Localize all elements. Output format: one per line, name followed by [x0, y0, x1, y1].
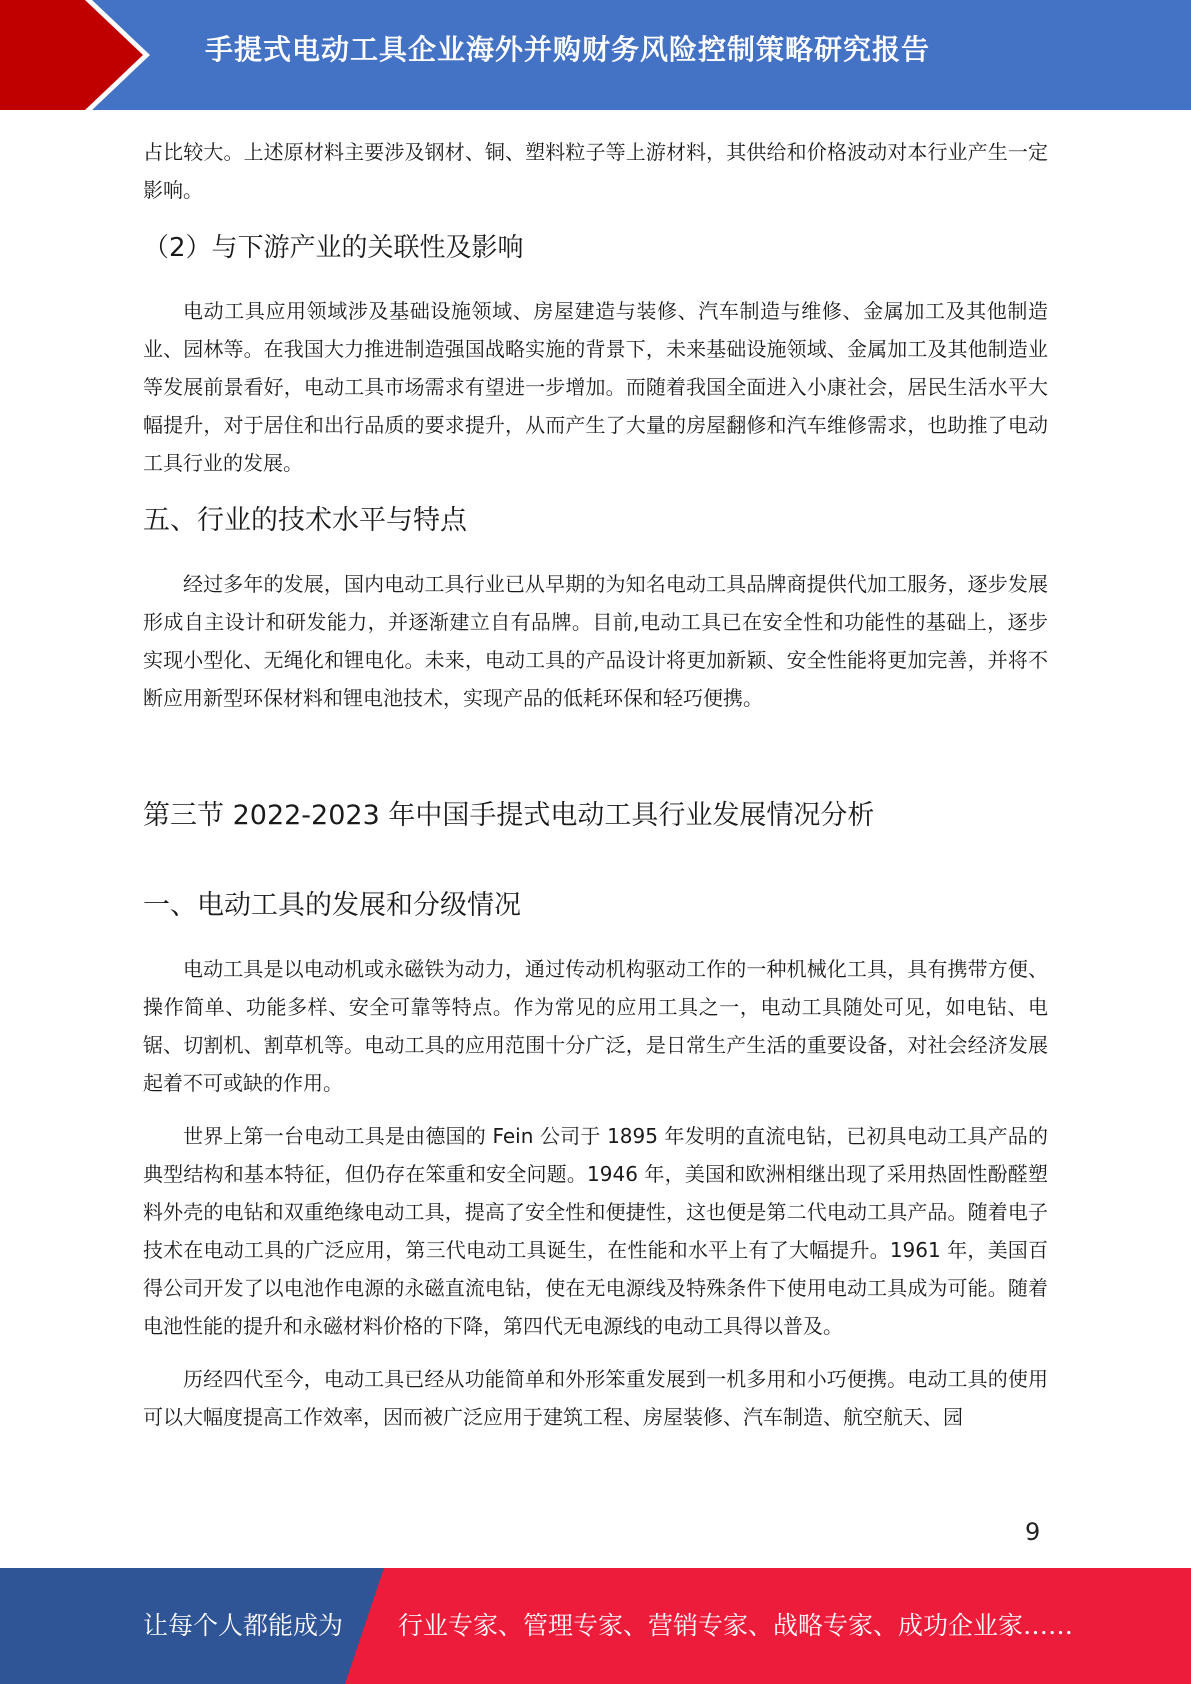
paragraph-development-1: 电动工具是以电动机或永磁铁为动力，通过传动机构驱动工作的一种机械化工具，具有携带方便、操作简单、功能多样、安全可靠等特点。作为常见的应用工具之一，电动工具随处可见，如电钻、电锯、切割机、割草机等。电动工具的应用范围十分广泛，是日常生产生活的重要设备，对社会经济发展起着不可或缺的作用。: [143, 957, 1048, 1095]
paragraph-tech-level: 经过多年的发展，国内电动工具行业已从早期的为知名电动工具品牌商提供代加工服务，逐步发展形成自主设计和研发能力，并逐渐建立自有品牌。目前,电动工具已在安全性和功能性的基础上，逐步实现小型化、无绳化和锂电化。未来，电动工具的产品设计将更加新颖、安全性能将更加完善，并将不断应用新型环保材料和锂电池技术，实现产品的低耗环保和轻巧便携。: [143, 572, 1048, 710]
paragraph-development-2: 世界上第一台电动工具是由德国的 Fein 公司于 1895 年发明的直流电钻，已初具电动工具产品的典型结构和基本特征，但仍存在笨重和安全问题。1946 年，美国和欧洲相继出现了采用热固性酚醛塑料外壳的电钻和双重绝缘电动工具，提高了安全性和便捷性，这也便是第二代电动工具产品。随着电子技术在电动工具的广泛应用，第三代电动工具诞生，在性能和水平上有了大幅提升。1961 年，美国百得公司开发了以电池作电源的永磁直流电钻，使在无电源线及特殊条件下使用电动工具成为可能。随着电池性能的提升和永磁材料价格的下降，第四代无电源线的电动工具得以普及。: [143, 1124, 1048, 1338]
heading-development: 一、电动工具的发展和分级情况: [143, 890, 521, 921]
heading-tech-level: 五、行业的技术水平与特点: [143, 505, 467, 536]
paragraph-downstream: 电动工具应用领域涉及基础设施领域、房屋建造与装修、汽车制造与维修、金属加工及其他制造业、园林等。在我国大力推进制造强国战略实施的背景下，未来基础设施领域、金属加工及其他制造业等发展前景看好，电动工具市场需求有望进一步增加。而随着我国全面进入小康社会，居民生活水平大幅提升，对于居住和出行品质的要求提升，从而产生了大量的房屋翻修和汽车维修需求，也助推了电动工具行业的发展。: [143, 299, 1048, 475]
page-number: 9: [1025, 1518, 1041, 1546]
paragraph-development-3: 历经四代至今，电动工具已经从功能简单和外形笨重发展到一机多用和小巧便携。电动工具的使用可以大幅度提高工作效率，因而被广泛应用于建筑工程、房屋装修、汽车制造、航空航天、园: [143, 1367, 1048, 1429]
report-title: 手提式电动工具企业海外并购财务风险控制策略研究报告: [205, 33, 931, 66]
page-footer: [0, 1568, 1191, 1684]
page-content: [143, 133, 1048, 1436]
heading-downstream: （2）与下游产业的关联性及影响: [143, 233, 524, 263]
footer-slogan-right: 行业专家、管理专家、营销专家、战略专家、成功企业家……: [398, 1611, 1074, 1640]
header-red-arrow: [0, 0, 150, 110]
footer-slogan-left: 让每个人都能成为: [143, 1611, 344, 1640]
heading-section-3: 第三节 2022-2023 年中国手提式电动工具行业发展情况分析: [143, 800, 875, 831]
page-header: [0, 0, 1191, 110]
paragraph-intro: 占比较大。上述原材料主要涉及钢材、铜、塑料粒子等上游材料，其供给和价格波动对本行业产生一定影响。: [143, 140, 1048, 202]
